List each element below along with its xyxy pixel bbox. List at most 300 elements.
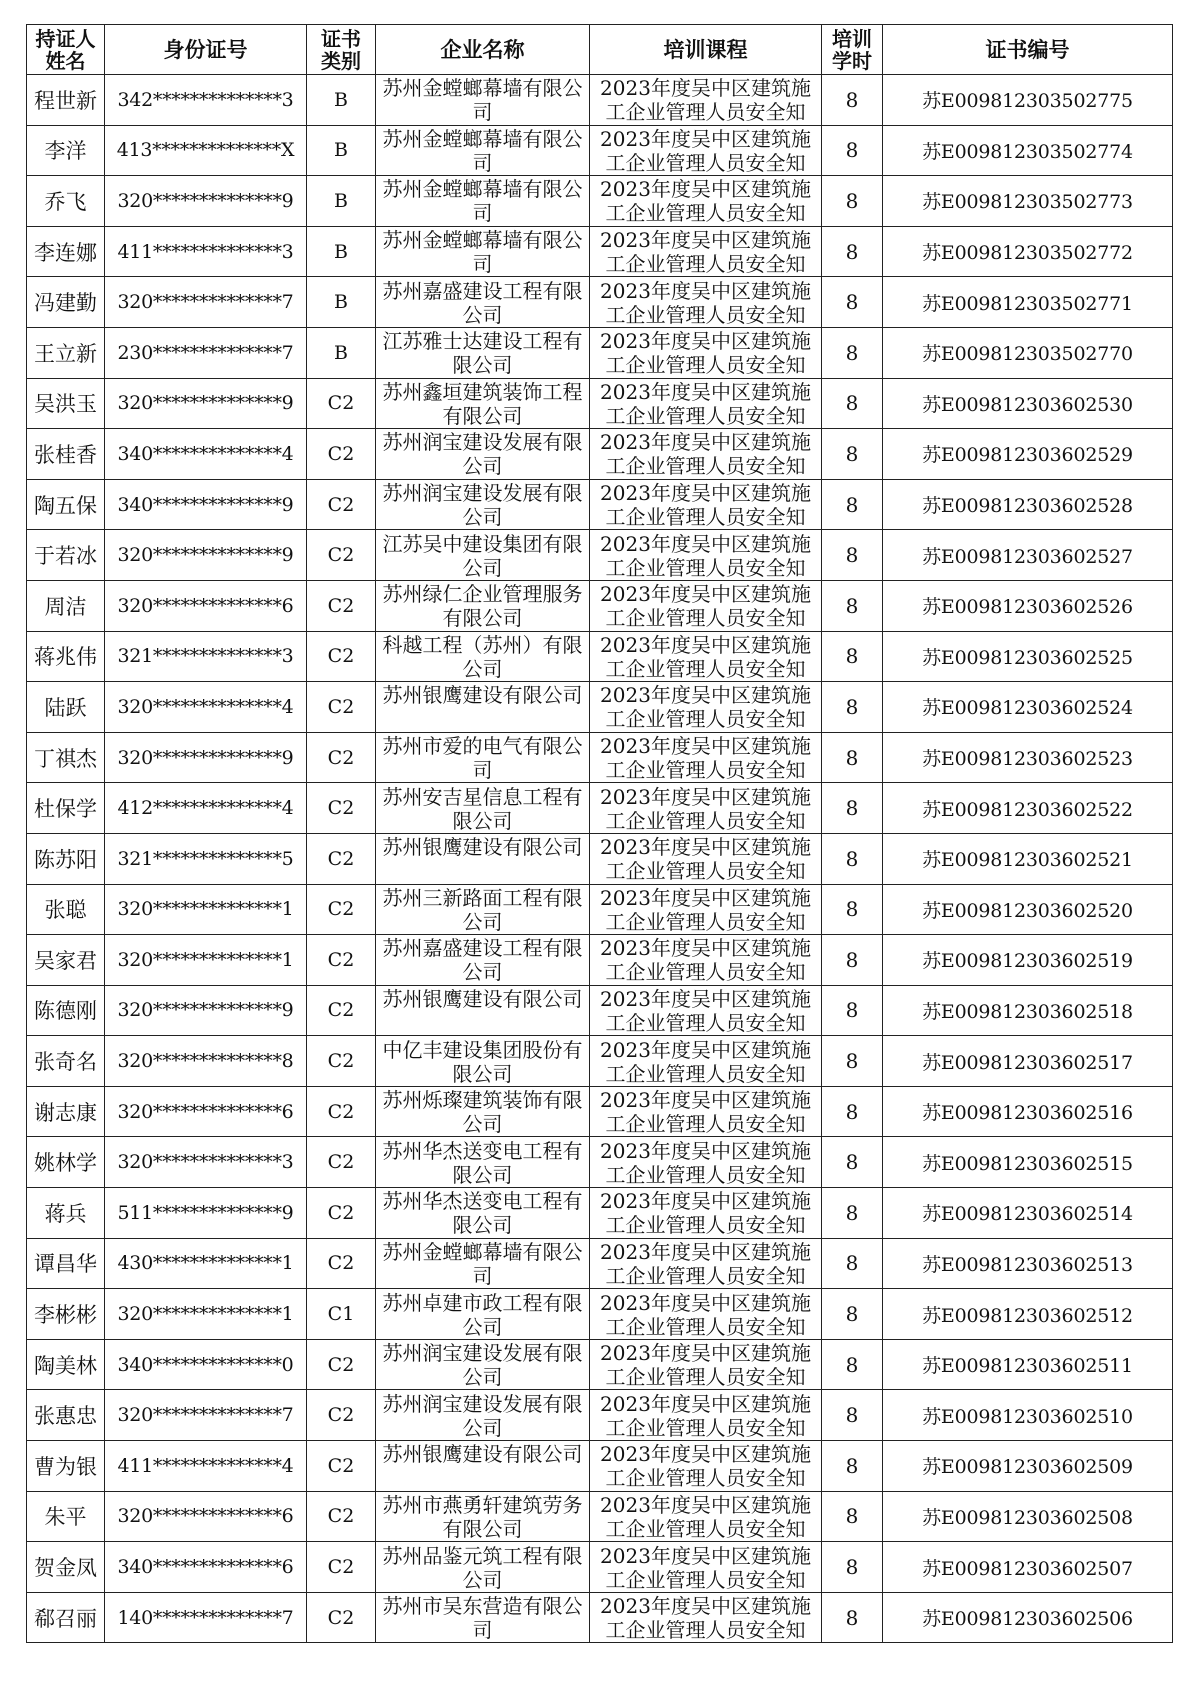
table-row [27, 378, 1173, 429]
holder-name-cell: 周洁 [27, 580, 105, 631]
holder-name-cell: 杜保学 [27, 783, 105, 834]
holder-name-cell: 谢志康 [27, 1086, 105, 1137]
id-number-cell: 342**************3 [105, 75, 307, 126]
id-number-cell: 320**************9 [105, 530, 307, 581]
company-cell [376, 1339, 590, 1390]
course-cell [590, 327, 822, 378]
company-cell [376, 226, 590, 277]
table-row [27, 429, 1173, 480]
category-cell: C2 [307, 1390, 376, 1441]
certificate-number-cell: 苏E009812303602521 [883, 833, 1173, 884]
hours-cell: 8 [822, 277, 883, 328]
certificate-table [26, 24, 1173, 1643]
certificate-number-cell: 苏E009812303602527 [883, 530, 1173, 581]
holder-name-cell: 吴洪玉 [27, 378, 105, 429]
certificate-number-cell: 苏E009812303502774 [883, 125, 1173, 176]
company-text: 苏州润宝建设发展有限公司 [382, 430, 583, 478]
hours-cell: 8 [822, 580, 883, 631]
certificate-number-cell: 苏E009812303602525 [883, 631, 1173, 682]
table-row [27, 985, 1173, 1036]
certificate-number-cell: 苏E009812303602530 [883, 378, 1173, 429]
holder-name-cell: 陶美林 [27, 1339, 105, 1390]
certificate-number-cell: 苏E009812303602522 [883, 783, 1173, 834]
course-cell [590, 783, 822, 834]
company-cell [376, 1188, 590, 1239]
course-text: 2023年度吴中区建筑施工企业管理人员安全知 [600, 1138, 811, 1186]
certificate-number-cell: 苏E009812303602519 [883, 935, 1173, 986]
category-cell: B [307, 125, 376, 176]
company-cell [376, 783, 590, 834]
holder-name-cell: 陈苏阳 [27, 833, 105, 884]
holder-name-cell: 贺金凤 [27, 1542, 105, 1593]
company-cell [376, 1036, 590, 1087]
holder-name-cell: 朱平 [27, 1491, 105, 1542]
company-cell [376, 1289, 590, 1340]
course-text: 2023年度吴中区建筑施工企业管理人员安全知 [600, 278, 811, 326]
id-number-cell: 320**************9 [105, 176, 307, 227]
holder-name-cell: 李连娜 [27, 226, 105, 277]
table-row [27, 732, 1173, 783]
header-row [27, 25, 1173, 75]
course-cell [590, 1137, 822, 1188]
course-cell [590, 580, 822, 631]
table-row [27, 682, 1173, 733]
certificate-number-cell: 苏E009812303602514 [883, 1188, 1173, 1239]
category-cell: C2 [307, 884, 376, 935]
category-cell: C2 [307, 682, 376, 733]
certificate-number-cell: 苏E009812303602526 [883, 580, 1173, 631]
id-number-cell: 511**************9 [105, 1188, 307, 1239]
holder-name-cell: 程世新 [27, 75, 105, 126]
company-text: 江苏雅士达建设工程有限公司 [382, 329, 583, 377]
company-text: 苏州银鹰建设有限公司 [382, 1442, 583, 1467]
hours-cell: 8 [822, 378, 883, 429]
category-cell: C2 [307, 1036, 376, 1087]
course-cell [590, 1441, 822, 1492]
company-text: 苏州金螳螂幕墙有限公司 [382, 1239, 583, 1287]
certificate-number-cell: 苏E009812303502773 [883, 176, 1173, 227]
hours-cell: 8 [822, 429, 883, 480]
category-cell: C2 [307, 935, 376, 986]
table-row [27, 1289, 1173, 1340]
certificate-number-cell: 苏E009812303602511 [883, 1339, 1173, 1390]
company-cell [376, 833, 590, 884]
category-cell: C2 [307, 530, 376, 581]
table-row [27, 935, 1173, 986]
holder-name-cell: 蒋兵 [27, 1188, 105, 1239]
company-text: 苏州银鹰建设有限公司 [382, 683, 583, 708]
company-cell [376, 1137, 590, 1188]
table-row [27, 1188, 1173, 1239]
holder-name-cell: 王立新 [27, 327, 105, 378]
company-cell [376, 884, 590, 935]
holder-name-cell: 曹为银 [27, 1441, 105, 1492]
course-cell [590, 1188, 822, 1239]
company-text: 苏州润宝建设发展有限公司 [382, 1341, 583, 1389]
table-row [27, 1137, 1173, 1188]
hours-cell: 8 [822, 125, 883, 176]
course-cell [590, 530, 822, 581]
course-cell [590, 226, 822, 277]
table-row [27, 1491, 1173, 1542]
course-text: 2023年度吴中区建筑施工企业管理人员安全知 [600, 177, 811, 225]
company-text: 科越工程（苏州）有限公司 [382, 632, 583, 680]
table-row [27, 580, 1173, 631]
hours-cell: 8 [822, 1137, 883, 1188]
id-number-cell: 320**************1 [105, 884, 307, 935]
course-cell [590, 479, 822, 530]
header-certificate-number: 证书编号 [883, 25, 1173, 75]
category-cell: C2 [307, 631, 376, 682]
company-text: 苏州安吉星信息工程有限公司 [382, 784, 583, 832]
table-row [27, 75, 1173, 126]
course-cell [590, 833, 822, 884]
hours-cell: 8 [822, 1086, 883, 1137]
course-text: 2023年度吴中区建筑施工企业管理人员安全知 [600, 329, 811, 377]
certificate-number-cell: 苏E009812303602517 [883, 1036, 1173, 1087]
hours-cell: 8 [822, 1592, 883, 1643]
course-cell [590, 1289, 822, 1340]
id-number-cell: 230**************7 [105, 327, 307, 378]
course-text: 2023年度吴中区建筑施工企业管理人员安全知 [600, 481, 811, 529]
company-text: 苏州润宝建设发展有限公司 [382, 1391, 583, 1439]
hours-cell: 8 [822, 1036, 883, 1087]
table-header [27, 25, 1173, 75]
category-cell: C2 [307, 378, 376, 429]
certificate-number-cell: 苏E009812303602515 [883, 1137, 1173, 1188]
course-cell [590, 1339, 822, 1390]
category-cell: C2 [307, 783, 376, 834]
id-number-cell: 412**************4 [105, 783, 307, 834]
course-cell [590, 935, 822, 986]
hours-cell: 8 [822, 1390, 883, 1441]
id-number-cell: 320**************1 [105, 1289, 307, 1340]
course-cell [590, 75, 822, 126]
certificate-number-cell: 苏E009812303602510 [883, 1390, 1173, 1441]
company-text: 苏州绿仁企业管理服务有限公司 [382, 582, 583, 630]
holder-name-cell: 张聪 [27, 884, 105, 935]
table-row [27, 1542, 1173, 1593]
category-cell: B [307, 176, 376, 227]
certificate-number-cell: 苏E009812303502772 [883, 226, 1173, 277]
category-cell: C2 [307, 1238, 376, 1289]
holder-name-cell: 陆跃 [27, 682, 105, 733]
course-cell [590, 1491, 822, 1542]
company-text: 苏州嘉盛建设工程有限公司 [382, 278, 583, 326]
certificate-number-cell: 苏E009812303602507 [883, 1542, 1173, 1593]
company-cell [376, 1238, 590, 1289]
holder-name-cell: 张桂香 [27, 429, 105, 480]
table-body [27, 75, 1173, 1643]
company-text: 苏州华杰送变电工程有限公司 [382, 1138, 583, 1186]
table-row [27, 226, 1173, 277]
course-text: 2023年度吴中区建筑施工企业管理人员安全知 [600, 1594, 811, 1642]
company-text: 苏州三新路面工程有限公司 [382, 885, 583, 933]
certificate-number-cell: 苏E009812303602523 [883, 732, 1173, 783]
company-cell [376, 935, 590, 986]
course-text: 2023年度吴中区建筑施工企业管理人员安全知 [600, 784, 811, 832]
course-text: 2023年度吴中区建筑施工企业管理人员安全知 [600, 531, 811, 579]
company-cell [376, 479, 590, 530]
company-text: 苏州鑫垣建筑装饰工程有限公司 [382, 379, 583, 427]
category-cell: C2 [307, 1086, 376, 1137]
course-cell [590, 1592, 822, 1643]
id-number-cell: 411**************3 [105, 226, 307, 277]
company-cell [376, 580, 590, 631]
header-holder-line1: 持证人 [35, 26, 96, 51]
hours-cell: 8 [822, 1491, 883, 1542]
holder-name-cell: 于若冰 [27, 530, 105, 581]
holder-name-cell: 李彬彬 [27, 1289, 105, 1340]
course-text: 2023年度吴中区建筑施工企业管理人员安全知 [600, 1492, 811, 1540]
id-number-cell: 413**************X [105, 125, 307, 176]
id-number-cell: 320**************6 [105, 1491, 307, 1542]
holder-name-cell: 谭昌华 [27, 1238, 105, 1289]
course-cell [590, 1390, 822, 1441]
course-text: 2023年度吴中区建筑施工企业管理人员安全知 [600, 632, 811, 680]
id-number-cell: 320**************7 [105, 277, 307, 328]
certificate-number-cell: 苏E009812303602508 [883, 1491, 1173, 1542]
category-cell: C2 [307, 1188, 376, 1239]
table-row [27, 1441, 1173, 1492]
course-text: 2023年度吴中区建筑施工企业管理人员安全知 [600, 379, 811, 427]
holder-name-cell: 丁祺杰 [27, 732, 105, 783]
table-row [27, 631, 1173, 682]
course-cell [590, 732, 822, 783]
certificate-number-cell: 苏E009812303602518 [883, 985, 1173, 1036]
category-cell: C2 [307, 580, 376, 631]
hours-cell: 8 [822, 1188, 883, 1239]
header-hours-line2: 学时 [832, 48, 872, 73]
company-cell [376, 682, 590, 733]
table-row [27, 479, 1173, 530]
company-text: 苏州嘉盛建设工程有限公司 [382, 936, 583, 984]
company-text: 苏州烁璨建筑装饰有限公司 [382, 1088, 583, 1136]
company-cell [376, 378, 590, 429]
company-text: 苏州银鹰建设有限公司 [382, 835, 583, 860]
table-row [27, 783, 1173, 834]
holder-name-cell: 冯建勤 [27, 277, 105, 328]
company-cell [376, 75, 590, 126]
hours-cell: 8 [822, 783, 883, 834]
header-certificate-category [307, 25, 376, 75]
id-number-cell: 340**************6 [105, 1542, 307, 1593]
hours-cell: 8 [822, 75, 883, 126]
category-cell: C2 [307, 479, 376, 530]
table-row [27, 1592, 1173, 1643]
course-text: 2023年度吴中区建筑施工企业管理人员安全知 [600, 1037, 811, 1085]
holder-name-cell: 郗召丽 [27, 1592, 105, 1643]
company-text: 苏州华杰送变电工程有限公司 [382, 1189, 583, 1237]
header-category-line2: 类别 [321, 48, 361, 73]
certificate-number-cell: 苏E009812303502771 [883, 277, 1173, 328]
certificate-number-cell: 苏E009812303602524 [883, 682, 1173, 733]
hours-cell: 8 [822, 833, 883, 884]
course-text: 2023年度吴中区建筑施工企业管理人员安全知 [600, 582, 811, 630]
holder-name-cell: 张奇名 [27, 1036, 105, 1087]
header-company-name: 企业名称 [376, 25, 590, 75]
company-text: 苏州市吴东营造有限公司 [382, 1594, 583, 1642]
course-cell [590, 631, 822, 682]
certificate-number-cell: 苏E009812303602513 [883, 1238, 1173, 1289]
table-row [27, 1036, 1173, 1087]
course-cell [590, 277, 822, 328]
company-cell [376, 631, 590, 682]
course-text: 2023年度吴中区建筑施工企业管理人员安全知 [600, 1189, 811, 1237]
certificate-number-cell: 苏E009812303502775 [883, 75, 1173, 126]
hours-cell: 8 [822, 935, 883, 986]
hours-cell: 8 [822, 176, 883, 227]
course-cell [590, 985, 822, 1036]
category-cell: B [307, 327, 376, 378]
certificate-number-cell: 苏E009812303502770 [883, 327, 1173, 378]
category-cell: C2 [307, 429, 376, 480]
header-training-hours [822, 25, 883, 75]
course-text: 2023年度吴中区建筑施工企业管理人员安全知 [600, 1391, 811, 1439]
category-cell: C2 [307, 1137, 376, 1188]
company-cell [376, 1592, 590, 1643]
category-cell: C1 [307, 1289, 376, 1340]
company-text: 苏州品鉴元筑工程有限公司 [382, 1543, 583, 1591]
holder-name-cell: 蒋兆伟 [27, 631, 105, 682]
id-number-cell: 140**************7 [105, 1592, 307, 1643]
id-number-cell: 320**************7 [105, 1390, 307, 1441]
table-row [27, 833, 1173, 884]
course-cell [590, 176, 822, 227]
table-row [27, 1390, 1173, 1441]
hours-cell: 8 [822, 327, 883, 378]
company-cell [376, 732, 590, 783]
hours-cell: 8 [822, 682, 883, 733]
course-text: 2023年度吴中区建筑施工企业管理人员安全知 [600, 936, 811, 984]
id-number-cell: 320**************6 [105, 1086, 307, 1137]
holder-name-cell: 乔飞 [27, 176, 105, 227]
category-cell: B [307, 277, 376, 328]
certificate-number-cell: 苏E009812303602516 [883, 1086, 1173, 1137]
course-cell [590, 1542, 822, 1593]
company-text: 苏州金螳螂幕墙有限公司 [382, 126, 583, 174]
id-number-cell: 411**************4 [105, 1441, 307, 1492]
course-cell [590, 682, 822, 733]
company-text: 苏州市燕勇轩建筑劳务有限公司 [382, 1492, 583, 1540]
certificate-number-cell: 苏E009812303602528 [883, 479, 1173, 530]
category-cell: C2 [307, 1592, 376, 1643]
company-text: 苏州卓建市政工程有限公司 [382, 1290, 583, 1338]
category-cell: C2 [307, 1491, 376, 1542]
id-number-cell: 320**************9 [105, 378, 307, 429]
course-text: 2023年度吴中区建筑施工企业管理人员安全知 [600, 1088, 811, 1136]
company-cell [376, 1542, 590, 1593]
certificate-number-cell: 苏E009812303602520 [883, 884, 1173, 935]
company-cell [376, 429, 590, 480]
company-cell [376, 277, 590, 328]
course-text: 2023年度吴中区建筑施工企业管理人员安全知 [600, 1543, 811, 1591]
certificate-number-cell: 苏E009812303602512 [883, 1289, 1173, 1340]
table-row [27, 1238, 1173, 1289]
course-text: 2023年度吴中区建筑施工企业管理人员安全知 [600, 430, 811, 478]
id-number-cell: 430**************1 [105, 1238, 307, 1289]
course-text: 2023年度吴中区建筑施工企业管理人员安全知 [600, 126, 811, 174]
company-cell [376, 1491, 590, 1542]
header-hours-line1: 培训 [832, 26, 872, 51]
holder-name-cell: 吴家君 [27, 935, 105, 986]
hours-cell: 8 [822, 530, 883, 581]
company-cell [376, 1086, 590, 1137]
id-number-cell: 340**************9 [105, 479, 307, 530]
category-cell: C2 [307, 1441, 376, 1492]
company-cell [376, 530, 590, 581]
id-number-cell: 320**************1 [105, 935, 307, 986]
holder-name-cell: 陈德刚 [27, 985, 105, 1036]
table-row [27, 277, 1173, 328]
company-text: 苏州金螳螂幕墙有限公司 [382, 228, 583, 276]
company-text: 江苏吴中建设集团有限公司 [382, 531, 583, 579]
hours-cell: 8 [822, 1441, 883, 1492]
category-cell: C2 [307, 1542, 376, 1593]
company-text: 苏州市爱的电气有限公司 [382, 734, 583, 782]
table-row [27, 1339, 1173, 1390]
course-text: 2023年度吴中区建筑施工企业管理人员安全知 [600, 683, 811, 731]
holder-name-cell: 张惠忠 [27, 1390, 105, 1441]
course-cell [590, 1238, 822, 1289]
category-cell: C2 [307, 1339, 376, 1390]
table-row [27, 884, 1173, 935]
course-cell [590, 125, 822, 176]
table-row [27, 125, 1173, 176]
hours-cell: 8 [822, 1339, 883, 1390]
hours-cell: 8 [822, 732, 883, 783]
hours-cell: 8 [822, 631, 883, 682]
header-category-line1: 证书 [321, 26, 361, 51]
course-text: 2023年度吴中区建筑施工企业管理人员安全知 [600, 76, 811, 124]
hours-cell: 8 [822, 884, 883, 935]
id-number-cell: 320**************6 [105, 580, 307, 631]
holder-name-cell: 姚林学 [27, 1137, 105, 1188]
course-cell [590, 884, 822, 935]
header-id-number: 身份证号 [105, 25, 307, 75]
id-number-cell: 340**************0 [105, 1339, 307, 1390]
company-text: 苏州金螳螂幕墙有限公司 [382, 177, 583, 225]
category-cell: C2 [307, 732, 376, 783]
table-row [27, 176, 1173, 227]
hours-cell: 8 [822, 1289, 883, 1340]
course-text: 2023年度吴中区建筑施工企业管理人员安全知 [600, 986, 811, 1034]
company-text: 苏州金螳螂幕墙有限公司 [382, 76, 583, 124]
id-number-cell: 320**************9 [105, 732, 307, 783]
hours-cell: 8 [822, 985, 883, 1036]
id-number-cell: 340**************4 [105, 429, 307, 480]
certificate-number-cell: 苏E009812303602509 [883, 1441, 1173, 1492]
id-number-cell: 320**************4 [105, 682, 307, 733]
hours-cell: 8 [822, 1542, 883, 1593]
category-cell: C2 [307, 985, 376, 1036]
id-number-cell: 320**************9 [105, 985, 307, 1036]
id-number-cell: 321**************5 [105, 833, 307, 884]
hours-cell: 8 [822, 479, 883, 530]
hours-cell: 8 [822, 226, 883, 277]
holder-name-cell: 李洋 [27, 125, 105, 176]
company-text: 中亿丰建设集团股份有限公司 [382, 1037, 583, 1085]
hours-cell: 8 [822, 1238, 883, 1289]
course-cell [590, 1086, 822, 1137]
course-text: 2023年度吴中区建筑施工企业管理人员安全知 [600, 1239, 811, 1287]
company-cell [376, 125, 590, 176]
company-cell [376, 327, 590, 378]
company-cell [376, 1390, 590, 1441]
course-text: 2023年度吴中区建筑施工企业管理人员安全知 [600, 1341, 811, 1389]
company-text: 苏州银鹰建设有限公司 [382, 986, 583, 1011]
id-number-cell: 320**************8 [105, 1036, 307, 1087]
